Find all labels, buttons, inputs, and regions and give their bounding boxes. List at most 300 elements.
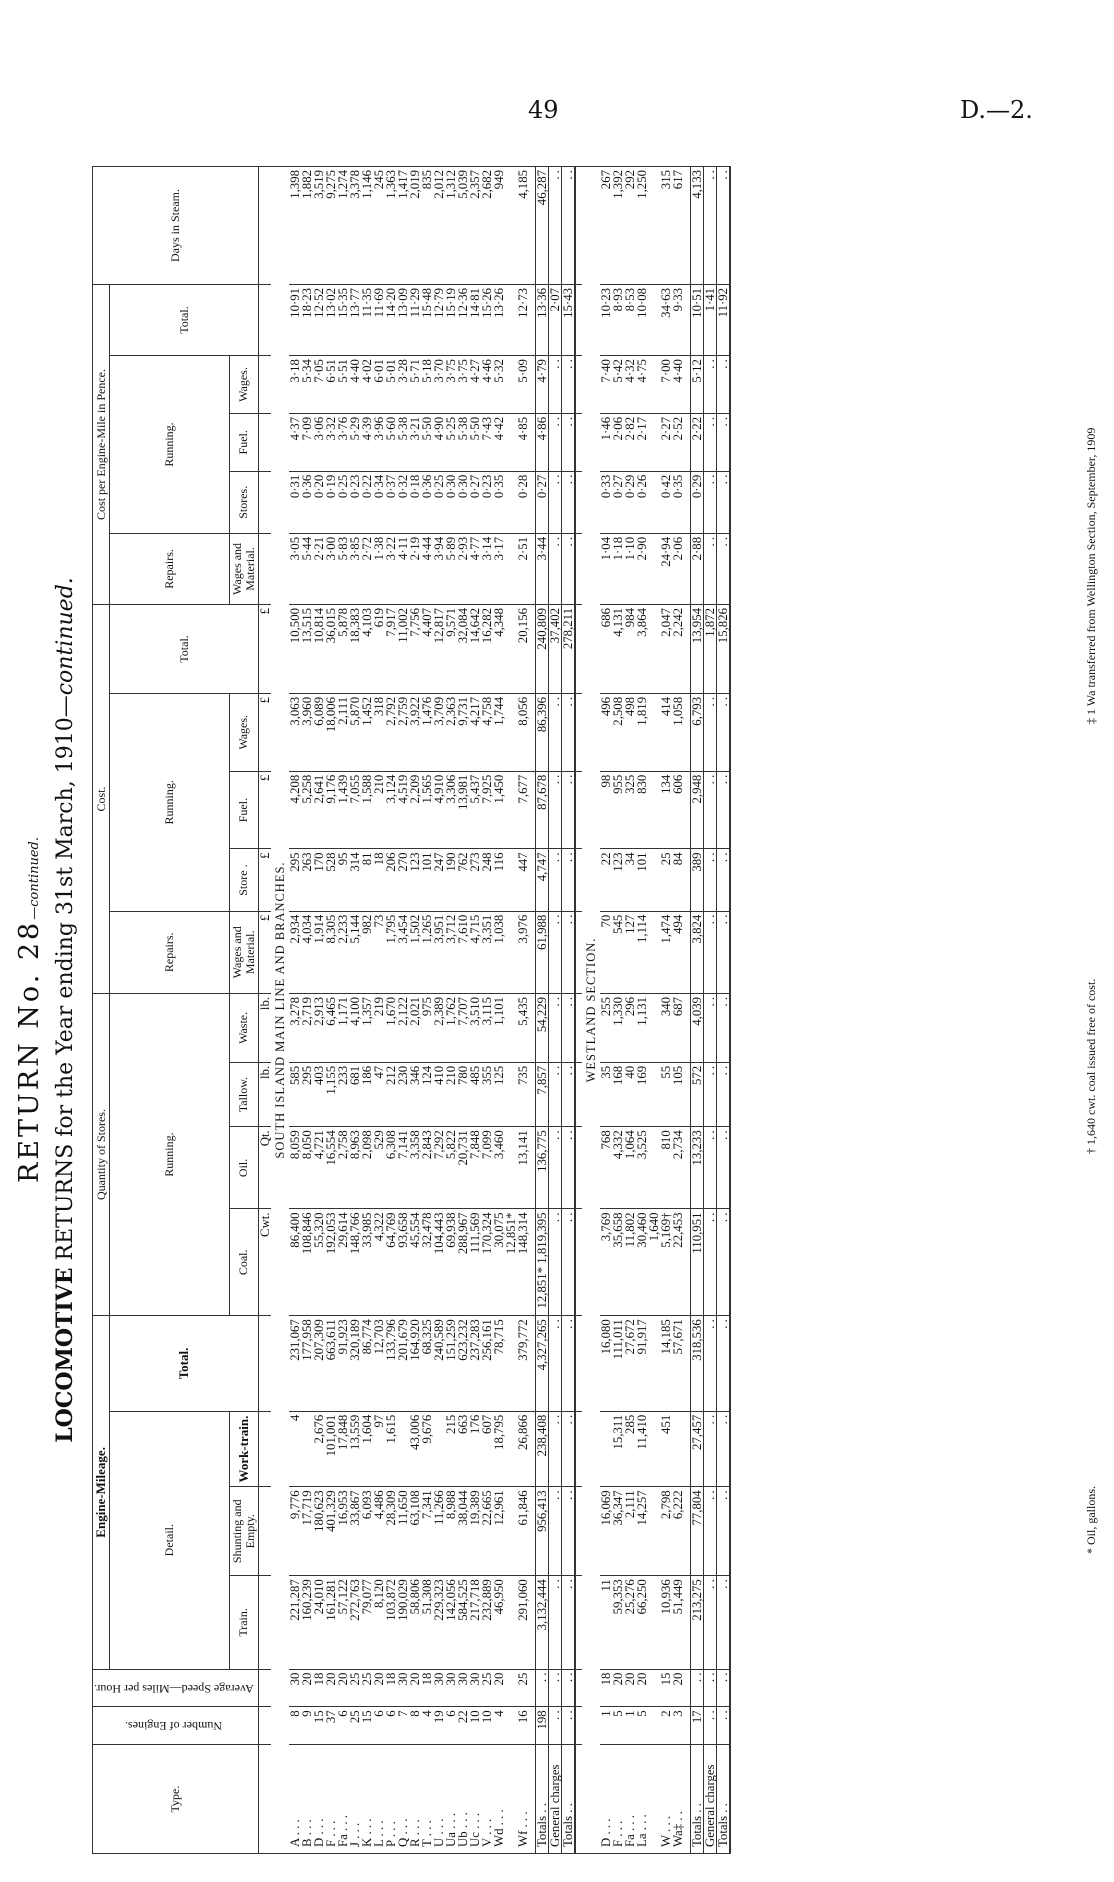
unit-cell: £ (258, 849, 271, 911)
table-cell: 1·18 (612, 533, 624, 604)
table-cell: 1,038 (493, 911, 505, 993)
landscape-table-page (0, 160, 1114, 1860)
table-cell: 93,658 (397, 1209, 409, 1316)
table-cell: 217,718 (469, 1576, 481, 1669)
table-cell: 2,357 (469, 167, 481, 285)
table-cell: 20 (301, 1669, 313, 1707)
table-cell: 2,641 (313, 771, 325, 849)
totals-cell: 37,402 (548, 605, 561, 694)
table-cell: 3,976 (517, 911, 529, 993)
table-cell: 25,276 (624, 1576, 636, 1669)
units-row (258, 167, 271, 1854)
table-cell: 496 (600, 693, 612, 771)
table-cell: 9,571 (445, 605, 457, 694)
totals-cell: 240,809 (535, 605, 548, 694)
table-cell: 0·42 (660, 471, 672, 533)
table-cell: 101 (421, 849, 433, 911)
totals-cell: 12,851* 1,819,395 (535, 1209, 548, 1316)
unit-cell (258, 1316, 271, 1412)
table-cell: 295 (289, 849, 301, 911)
table-cell: 16,069 (600, 1487, 612, 1576)
table-cell: 2,676 (313, 1411, 325, 1487)
table-cell: 975 (421, 993, 433, 1062)
table-cell: 1,064 (624, 1127, 636, 1209)
table-cell: 168 (612, 1062, 624, 1126)
return-label: RETURN No. 28 (14, 919, 45, 1184)
table-cell: 190,029 (397, 1576, 409, 1669)
table-cell: 127 (624, 911, 636, 993)
totals-cell: 278,211 (561, 605, 575, 694)
header-shunting: Shunting and Empty. (229, 1487, 258, 1576)
table-cell: 7,341 (421, 1487, 433, 1576)
spacer-cell (575, 605, 582, 694)
table-cell: 296 (624, 993, 636, 1062)
table-cell: 2,363 (445, 693, 457, 771)
totals-cell: . . (703, 771, 716, 849)
row-type: U . . . (433, 1745, 445, 1854)
table-cell: 318 (373, 693, 385, 771)
table-cell: 5·01 (385, 356, 397, 414)
unit-cell: Qt. (258, 1127, 271, 1209)
header-pence-repairs: Repairs. (110, 533, 229, 604)
table-cell: 320,189 (349, 1316, 361, 1412)
table-cell: 7·40 (600, 356, 612, 414)
header-stores-running: Running. (110, 993, 229, 1315)
table-cell: 982 (361, 911, 373, 993)
unit-cell (258, 1707, 271, 1745)
table-cell: 103,872 (385, 1576, 397, 1669)
table-cell: 1,250 (636, 167, 648, 285)
table-cell: 206 (385, 849, 397, 911)
table-cell: 13,515 (301, 605, 313, 694)
totals-cell: . . (703, 1707, 716, 1745)
totals-label: Totals . . (535, 1745, 548, 1854)
header-pence-total: Total. (110, 284, 259, 355)
table-cell: 5·42 (612, 356, 624, 414)
totals-row (716, 167, 730, 1854)
totals-cell: 4·86 (535, 413, 548, 471)
table-cell: 4·02 (361, 356, 373, 414)
totals-cell: . . (703, 1127, 716, 1209)
table-cell: 11,410 (636, 1411, 648, 1487)
table-cell: 9,275 (325, 167, 337, 285)
table-cell: 124 (421, 1062, 433, 1126)
table-cell: 232,889 (481, 1576, 493, 1669)
table-cell: 34 (624, 849, 636, 911)
table-cell: 1,155 (325, 1062, 337, 1126)
spacer-cell (575, 356, 582, 414)
table-cell: 1·04 (600, 533, 612, 604)
table-cell: 14·81 (469, 284, 481, 355)
table-cell: 20 (493, 1669, 505, 1707)
table-cell: 2·51 (517, 533, 529, 604)
spacer-cell (575, 1062, 582, 1126)
table-cell: 0·27 (469, 471, 481, 533)
table-cell: 8,988 (445, 1487, 457, 1576)
table-cell: 2,111 (624, 1487, 636, 1576)
table-cell: 30,460 (636, 1209, 648, 1316)
table-cell: 3·18 (289, 356, 301, 414)
totals-cell: . . (535, 1669, 548, 1707)
table-cell: 15·19 (445, 284, 457, 355)
totals-cell: . . (561, 1707, 575, 1745)
main-title (52, 160, 78, 1860)
table-cell: 5·51 (337, 356, 349, 414)
totals-cell: . . (548, 1411, 561, 1487)
header-cost: Cost. (93, 605, 110, 994)
table-cell: 256,161 (481, 1316, 493, 1412)
totals-cell: 3,824 (690, 911, 703, 993)
table-cell: 25 (361, 1669, 373, 1707)
table-cell: 40 (624, 1062, 636, 1126)
totals-cell: 17 (690, 1707, 703, 1745)
table-cell: 7,707 (457, 993, 469, 1062)
table-cell: 619 (373, 605, 385, 694)
totals-cell: . . (561, 1576, 575, 1669)
table-cell: 5·29 (349, 413, 361, 471)
table-row (493, 167, 505, 1854)
table-cell: 170,324 (481, 1209, 493, 1316)
table-row (517, 167, 529, 1854)
totals-cell: . . (703, 167, 716, 285)
table-cell: 6,308 (385, 1127, 397, 1209)
header-cost-fuel: Fuel. (229, 771, 258, 849)
table-cell: 2,682 (481, 167, 493, 285)
unit-cell (258, 1411, 271, 1487)
table-cell: 47 (373, 1062, 385, 1126)
row-type: W . . . (660, 1745, 672, 1854)
table-cell: 7,099 (481, 1127, 493, 1209)
spacer-cell (575, 993, 582, 1062)
table-cell: 6 (445, 1707, 457, 1745)
table-cell: 270 (397, 849, 409, 911)
table-cell: 201,679 (397, 1316, 409, 1412)
table-cell: 4,486 (373, 1487, 385, 1576)
totals-label: Totals . . (690, 1745, 703, 1854)
table-cell: 255 (600, 993, 612, 1062)
table-cell: 6 (385, 1707, 397, 1745)
totals-cell: . . (561, 1127, 575, 1209)
totals-cell: 6,793 (690, 693, 703, 771)
return-continued: —continued. (27, 836, 42, 920)
table-cell: 78,715 (493, 1316, 505, 1412)
table-cell: 176 (469, 1411, 481, 1487)
table-cell: 9,731 (457, 693, 469, 771)
table-cell: 7,677 (517, 771, 529, 849)
totals-cell: 13,233 (690, 1127, 703, 1209)
table-cell: 3,525 (636, 1127, 648, 1209)
table-cell: 4,103 (361, 605, 373, 694)
table-cell: 0·27 (612, 471, 624, 533)
unit-cell (258, 284, 271, 355)
table-cell: 186 (361, 1062, 373, 1126)
totals-cell: . . (703, 693, 716, 771)
table-cell: 3·76 (337, 413, 349, 471)
table-cell: 0·36 (421, 471, 433, 533)
table-cell: 25 (517, 1669, 529, 1707)
table-cell: 414 (660, 693, 672, 771)
table-cell: 104,443 (433, 1209, 445, 1316)
table-cell: 681 (349, 1062, 361, 1126)
row-type: L . . . (373, 1745, 385, 1854)
table-cell: 2,242 (672, 605, 684, 694)
totals-cell: 13·36 (535, 284, 548, 355)
totals-cell: . . (716, 1411, 730, 1487)
totals-cell: . . (703, 1062, 716, 1126)
unit-cell (258, 356, 271, 414)
spacer-cell (575, 1669, 582, 1707)
totals-cell: . . (561, 1209, 575, 1316)
table-cell: 5·83 (337, 533, 349, 604)
table-cell: 248 (481, 849, 493, 911)
table-cell: 2·19 (409, 533, 421, 604)
table-cell: 30 (289, 1669, 301, 1707)
table-cell: 70 (600, 911, 612, 993)
table-cell: 3·00 (325, 533, 337, 604)
totals-cell: . . (703, 1669, 716, 1707)
table-cell: 18,006 (325, 693, 337, 771)
section-heading-row (271, 167, 289, 1854)
totals-cell: . . (548, 993, 561, 1062)
header-coal: Coal. (229, 1209, 258, 1316)
table-cell: 3,351 (481, 911, 493, 993)
table-cell: 1,604 (361, 1411, 373, 1487)
table-cell: 2·21 (313, 533, 325, 604)
table-cell: 18·23 (301, 284, 313, 355)
table-cell: 15,311 (612, 1411, 624, 1487)
totals-cell: . . (561, 771, 575, 849)
totals-cell: 27,457 (690, 1411, 703, 1487)
header-detail: Detail. (110, 1411, 229, 1669)
table-cell: 1,417 (397, 167, 409, 285)
table-cell: 1,274 (337, 167, 349, 285)
table-cell: 10·91 (289, 284, 301, 355)
table-cell: 18 (373, 849, 385, 911)
section-heading: SOUTH ISLAND MAIN LINE AND BRANCHES. (271, 167, 289, 1854)
header-cost-running: Running. (110, 693, 229, 911)
table-cell: 34·63 (660, 284, 672, 355)
table-cell: 3,510 (469, 993, 481, 1062)
unit-cell (258, 471, 271, 533)
table-cell: 2,233 (337, 911, 349, 993)
table-cell: 410 (433, 1062, 445, 1126)
table-cell: 86,400 (289, 1209, 301, 1316)
totals-row (548, 167, 561, 1854)
spacer-cell (575, 911, 582, 993)
row-type: Fa . . . (624, 1745, 636, 1854)
totals-cell: . . (561, 993, 575, 1062)
table-cell: 401,329 (325, 1487, 337, 1576)
table-cell: 7,848 (469, 1127, 481, 1209)
table-cell: 0·20 (313, 471, 325, 533)
table-cell: 55 (660, 1062, 672, 1126)
table-cell: 13·26 (493, 284, 505, 355)
table-cell: 4·32 (624, 356, 636, 414)
header-work-train: Work-train. (229, 1411, 258, 1487)
table-cell: 4,034 (301, 911, 313, 993)
table-cell: 123 (612, 849, 624, 911)
table-cell: 292 (624, 167, 636, 285)
table-cell: 623,232 (457, 1316, 469, 1412)
table-cell: 11·29 (409, 284, 421, 355)
totals-cell: 572 (690, 1062, 703, 1126)
table-body (258, 167, 730, 1854)
table-cell: 263 (301, 849, 313, 911)
table-cell: 2·93 (457, 533, 469, 604)
table-cell: 584,525 (457, 1576, 469, 1669)
table-cell: 4·85 (517, 413, 529, 471)
table-cell: 4,100 (349, 993, 361, 1062)
table-cell: 607 (481, 1411, 493, 1487)
table-cell: 10 (469, 1707, 481, 1745)
table-cell: 2,021 (409, 993, 421, 1062)
spacer-cell (575, 1576, 582, 1669)
page-header (0, 96, 1114, 136)
table-cell: 3·85 (349, 533, 361, 604)
header-average-speed: Average Speed—Miles per Hour. (93, 1669, 259, 1707)
totals-cell: . . (561, 849, 575, 911)
table-cell: 12·52 (313, 284, 325, 355)
totals-cell: . . (548, 1669, 561, 1707)
table-cell: 4,332 (612, 1127, 624, 1209)
row-type: F . . . (612, 1745, 624, 1854)
totals-label: General charges (548, 1745, 561, 1854)
table-cell: 210 (445, 1062, 457, 1126)
table-cell: 0·25 (337, 471, 349, 533)
table-cell: 735 (517, 1062, 529, 1126)
table-cell: 1,450 (493, 771, 505, 849)
table-cell: 2·52 (672, 413, 684, 471)
table-cell: 498 (624, 693, 636, 771)
totals-cell: . . (703, 533, 716, 604)
table-cell: 830 (636, 771, 648, 849)
header-number-of-engines: Number of Engines. (93, 1707, 259, 1745)
table-cell: 4·75 (636, 356, 648, 414)
table-cell: 2 (660, 1707, 672, 1745)
table-cell: 69,938 (445, 1209, 457, 1316)
table-cell: 35,658 (612, 1209, 624, 1316)
totals-label: General charges (703, 1745, 716, 1854)
table-cell: 3·22 (385, 533, 397, 604)
table-cell: 2,508 (612, 693, 624, 771)
table-cell: 14,257 (636, 1487, 648, 1576)
table-cell: 5,144 (349, 911, 361, 993)
table-cell: 1,114 (636, 911, 648, 993)
totals-cell: 238,408 (535, 1411, 548, 1487)
table-cell: 0·18 (409, 471, 421, 533)
totals-cell: . . (716, 1707, 730, 1745)
totals-cell: . . (716, 356, 730, 414)
table-cell: 212 (385, 1062, 397, 1126)
row-type: La . . . (636, 1745, 648, 1854)
table-cell: 4,715 (469, 911, 481, 993)
table-cell: 237,283 (469, 1316, 481, 1412)
table-cell: 4·42 (493, 413, 505, 471)
table-cell: 160,239 (301, 1576, 313, 1669)
unit-cell: £ (258, 771, 271, 849)
table-cell: 13,559 (349, 1411, 361, 1487)
unit-cell: £ (258, 693, 271, 771)
table-cell: 9,676 (421, 1411, 433, 1487)
table-cell: 1,171 (337, 993, 349, 1062)
footnote-transferred: ‡ 1 Wa transferred from Wellington Section, September, 1909 (1084, 427, 1098, 724)
table-cell: 4,519 (397, 771, 409, 849)
totals-cell: . . (703, 356, 716, 414)
header-oil: Oil. (229, 1127, 258, 1209)
table-cell: 295 (301, 1062, 313, 1126)
table-cell: 105 (672, 1062, 684, 1126)
table-cell: 346 (409, 1062, 421, 1126)
table-cell: 2·90 (636, 533, 648, 604)
table-cell: 1,474 (660, 911, 672, 993)
table-cell: 6 (337, 1707, 349, 1745)
table-cell: 20 (325, 1669, 337, 1707)
totals-cell: 4,327,265 (535, 1316, 548, 1412)
totals-cell: 110,951 (690, 1209, 703, 1316)
table-cell: 19 (433, 1707, 445, 1745)
table-cell: 5,870 (349, 693, 361, 771)
table-cell: 0·32 (397, 471, 409, 533)
table-cell: 3,358 (409, 1127, 421, 1209)
table-cell: 8,305 (325, 911, 337, 993)
totals-cell: . . (703, 1316, 716, 1412)
table-cell: 142,056 (445, 1576, 457, 1669)
section-heading: WESTLAND SECTION. (582, 167, 600, 1854)
table-cell: 192,053 (325, 1209, 337, 1316)
totals-cell: . . (716, 1062, 730, 1126)
table-cell: 5·32 (493, 356, 505, 414)
table-cell: 2,758 (337, 1127, 349, 1209)
table-cell: 663,611 (325, 1316, 337, 1412)
table-cell: 810 (660, 1127, 672, 1209)
table-cell: 3,960 (301, 693, 313, 771)
row-type: Ua . . . (445, 1745, 457, 1854)
row-type: Wd . . . (493, 1745, 505, 1854)
spacer-cell (575, 1487, 582, 1576)
totals-cell: . . (703, 1209, 716, 1316)
rotated-page-region (0, 160, 1114, 1860)
totals-cell: . . (548, 356, 561, 414)
table-cell: 1,670 (385, 993, 397, 1062)
unit-cell (258, 167, 271, 285)
totals-cell: . . (548, 533, 561, 604)
spacer-cell (575, 413, 582, 471)
footnote-oil-gallons: * Oil, gallons. (1084, 1486, 1098, 1554)
table-cell: 5,437 (469, 771, 481, 849)
unit-cell (258, 1669, 271, 1707)
table-cell: 13,981 (457, 771, 469, 849)
table-cell: 24,010 (313, 1576, 325, 1669)
table-cell: 0·37 (385, 471, 397, 533)
table-cell: 403 (313, 1062, 325, 1126)
row-type: B . . . (301, 1745, 313, 1854)
table-cell: 984 (624, 605, 636, 694)
table-cell: 5,878 (337, 605, 349, 694)
table-cell: 686 (600, 605, 612, 694)
table-cell: 13·77 (349, 284, 361, 355)
table-cell: 2,019 (409, 167, 421, 285)
row-type: P . . . (385, 1745, 397, 1854)
table-cell: 529 (373, 1127, 385, 1209)
table-cell: 0·22 (361, 471, 373, 533)
table-cell: 768 (600, 1127, 612, 1209)
unit-cell: £ (258, 605, 271, 694)
totals-row (703, 167, 716, 1854)
totals-cell: . . (716, 167, 730, 285)
totals-cell: . . (548, 693, 561, 771)
totals-cell: 15,826 (716, 605, 730, 694)
table-cell: 1,265 (421, 911, 433, 993)
